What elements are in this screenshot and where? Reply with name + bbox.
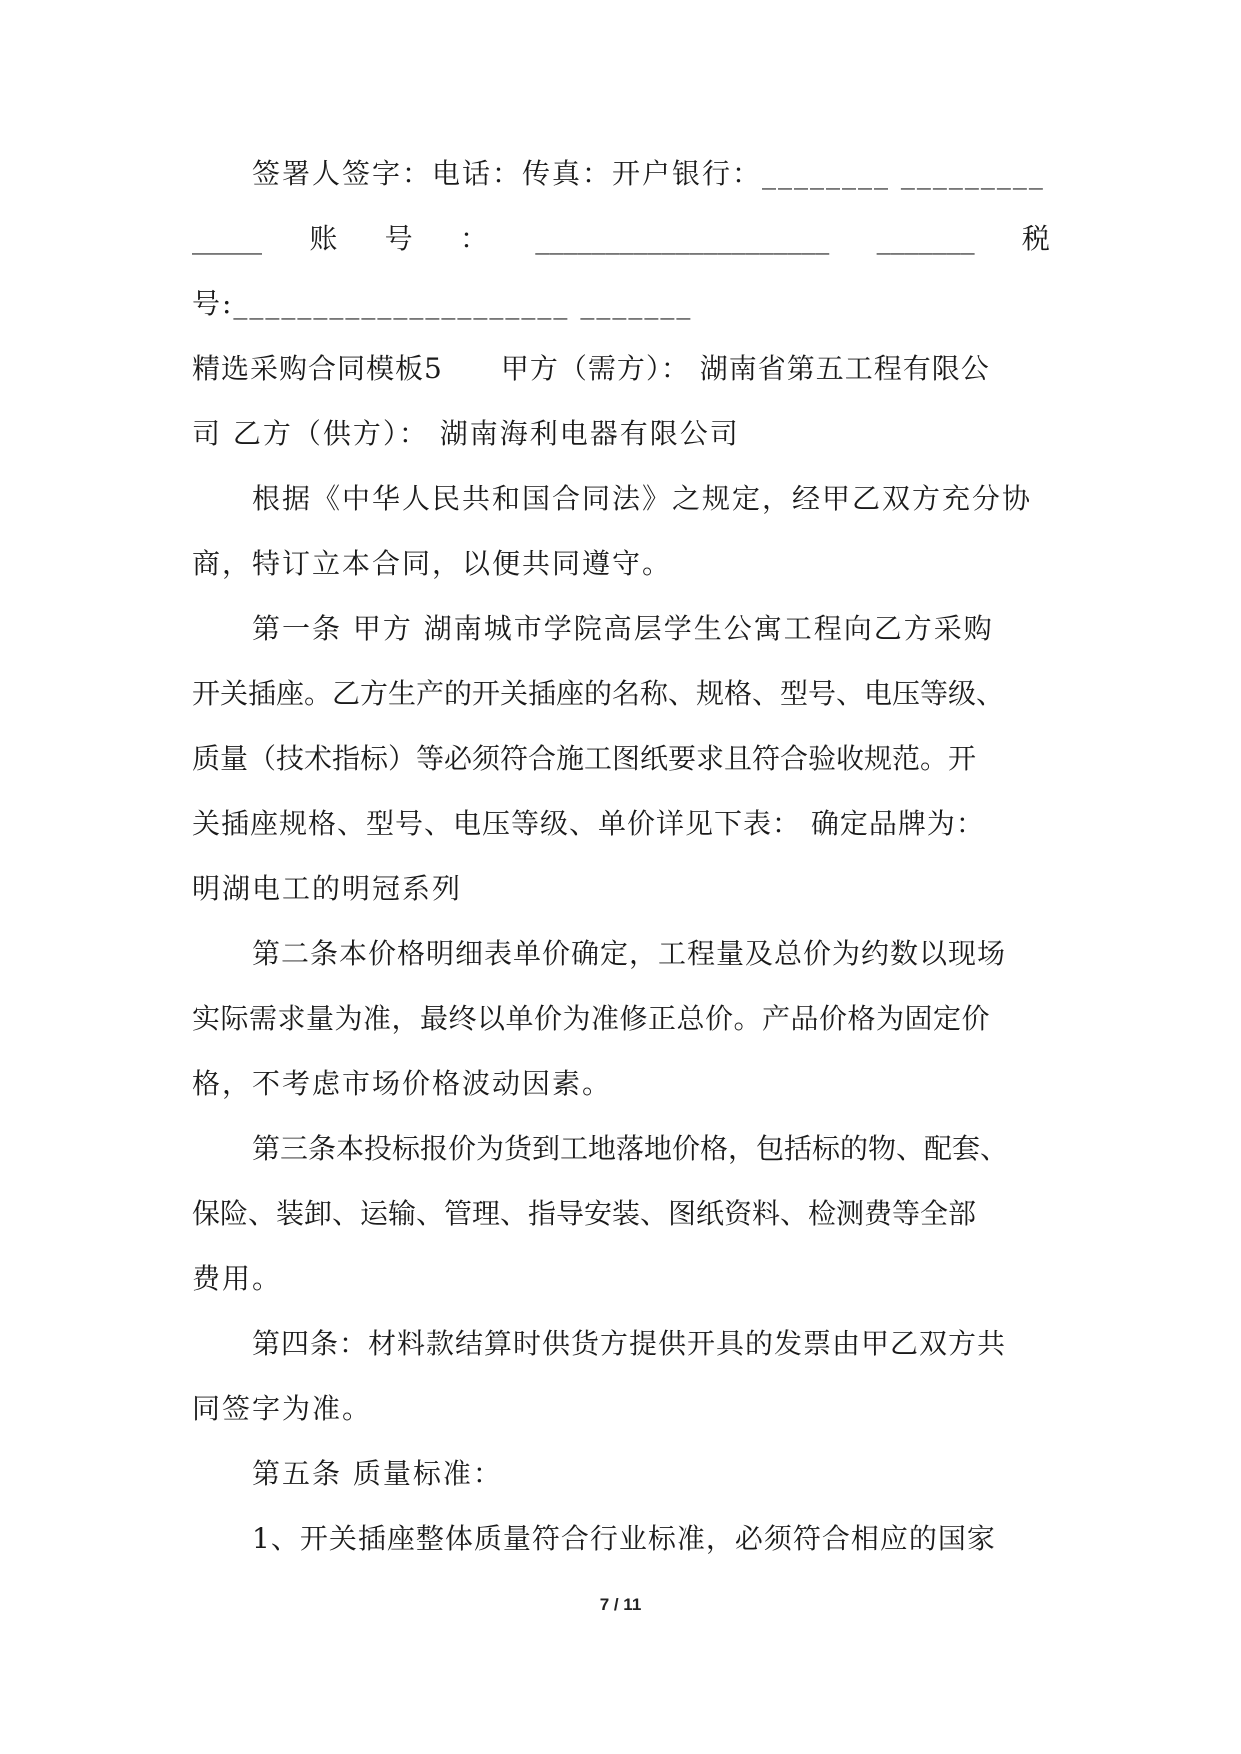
document-body	[192, 155, 1050, 1585]
article-1-line: 关插座规格、型号、电压等级、单价详见下表： 确定品牌为：	[192, 807, 985, 840]
article-2-line: 格，不考虑市场价格波动因素。	[192, 1067, 613, 1100]
article-3-line: 保险、装卸、运输、管理、指导安装、图纸资料、检测费等全部	[192, 1197, 977, 1230]
blank: _____	[192, 222, 262, 255]
article-1-line: 明湖电工的明冠系列	[192, 872, 463, 905]
account-label-2: 号	[384, 222, 413, 255]
account-colon: ：	[459, 222, 488, 255]
article-1-line: 第一条 甲方 湖南城市学院高层学生公寓工程向乙方采购	[252, 612, 994, 645]
account-line	[192, 220, 1050, 257]
signature-line: 签署人签字：电话：传真：开户银行：________ _________	[252, 157, 1045, 190]
template-heading: 精选采购合同模板5 甲方（需方）： 湖南省第五工程有限公	[192, 352, 990, 385]
article-1-line: 开关插座。乙方生产的开关插座的名称、规格、型号、电压等级、	[192, 677, 1005, 710]
account-blank: _____________________	[535, 222, 830, 255]
account-blank-2: _______	[876, 222, 975, 255]
paragraph-line: 商，特订立本合同，以便共同遵守。	[192, 547, 673, 580]
article-4-line: 同签字为准。	[192, 1392, 373, 1425]
article-4-line: 第四条：材料款结算时供货方提供开具的发票由甲乙双方共	[252, 1327, 1007, 1360]
party-b-line: 司 乙方（供方）： 湖南海利电器有限公司	[192, 417, 740, 450]
article-2-line: 第二条本价格明细表单价确定，工程量及总价为约数以现场	[252, 937, 1007, 970]
page-number: 7 / 11	[599, 1595, 642, 1614]
account-label-1: 账	[309, 222, 338, 255]
paragraph-line: 根据《中华人民共和国合同法》之规定，经甲乙双方充分协	[252, 482, 1033, 515]
article-1-line: 质量（技术指标）等必须符合施工图纸要求且符合验收规范。开	[192, 742, 977, 775]
article-2-line: 实际需求量为准，最终以单价为准修正总价。产品价格为固定价	[192, 1002, 991, 1035]
article-3-line: 费用。	[192, 1262, 283, 1295]
tax-label: 税	[1021, 222, 1050, 255]
article-5-heading: 第五条 质量标准：	[252, 1457, 503, 1490]
article-3-line: 第三条本投标报价为货到工地落地价格，包括标的物、配套、	[252, 1132, 1009, 1165]
tax-number-line: 号:_____________________ _______	[192, 287, 693, 320]
article-5-item-1: 1、开关插座整体质量符合行业标准，必须符合相应的国家	[252, 1522, 996, 1555]
